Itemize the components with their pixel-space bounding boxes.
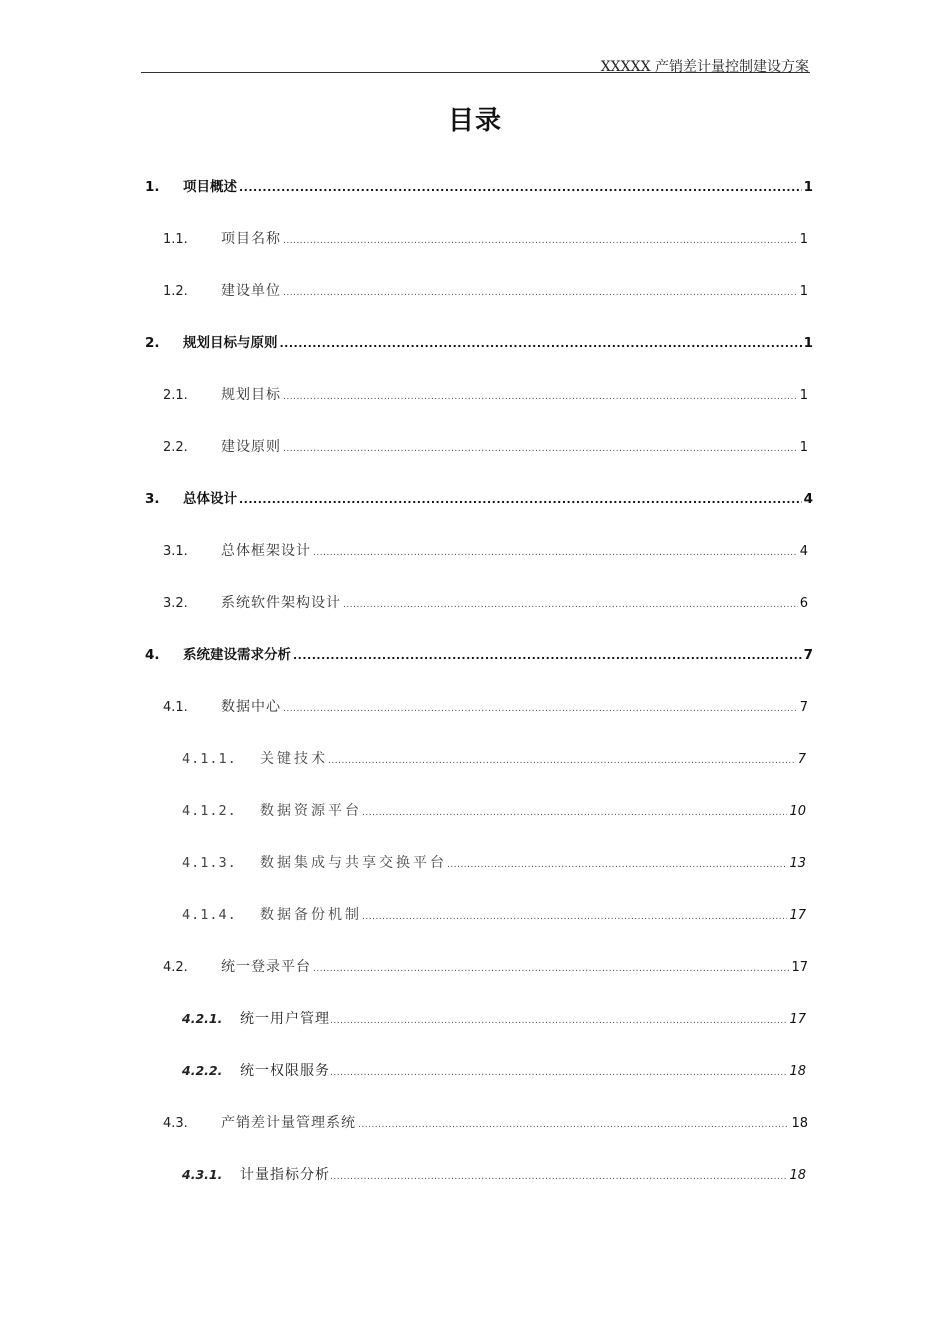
toc-entry-page-number: 18	[791, 1116, 808, 1131]
toc-entry-number: 4.1.1.	[182, 751, 237, 767]
toc-entry[interactable]	[163, 956, 808, 978]
toc-entry-page-number: 1	[799, 284, 808, 299]
toc-entry[interactable]	[145, 176, 813, 198]
toc-entry-number: 3.2.	[163, 596, 188, 611]
toc-entry-number: 4.1.	[163, 700, 188, 715]
toc-entry-number: 1.	[145, 179, 160, 195]
toc-dot-leader	[362, 802, 787, 824]
toc-entry-number: 4.1.2.	[182, 803, 237, 819]
toc-entry-page-number: 7	[803, 647, 813, 663]
toc-entry-number: 4.1.4.	[182, 907, 237, 923]
toc-entry-title: 关键技术	[260, 751, 328, 767]
toc-entry-title: 总体设计	[183, 491, 237, 507]
toc-entry-title: 数据中心	[221, 699, 281, 715]
toc-entry[interactable]	[163, 540, 808, 562]
toc-entry-page-number: 1	[799, 388, 808, 403]
toc-entry[interactable]	[182, 852, 806, 874]
toc-entry[interactable]	[163, 384, 808, 406]
toc-entry-title: 项目名称	[221, 231, 281, 247]
toc-entry[interactable]	[182, 1008, 806, 1030]
toc-entry-title: 规划目标	[221, 387, 281, 403]
toc-dot-leader	[362, 906, 787, 928]
toc-dot-leader	[239, 489, 802, 511]
toc-entry-page-number: 1	[803, 179, 813, 195]
toc-entry-number: 3.1.	[163, 544, 188, 559]
header-rule	[141, 72, 810, 73]
toc-entry-title: 项目概述	[183, 179, 237, 195]
toc-entry[interactable]	[182, 904, 806, 926]
toc-entry-page-number: 17	[789, 908, 806, 923]
toc-dot-leader	[313, 542, 798, 564]
toc-entry-number: 4.2.1.	[182, 1011, 223, 1026]
toc-entry-page-number: 7	[797, 752, 806, 767]
toc-dot-leader	[343, 594, 798, 616]
toc-entry-number: 2.1.	[163, 388, 188, 403]
toc-entry-page-number: 13	[789, 856, 806, 871]
toc-entry-title: 总体框架设计	[221, 543, 311, 559]
toc-entry-page-number: 17	[789, 1012, 806, 1027]
toc-entry-page-number: 6	[799, 596, 808, 611]
toc-entry[interactable]	[163, 228, 808, 250]
toc-dot-leader	[239, 177, 802, 199]
toc-entry-page-number: 4	[799, 544, 808, 559]
toc-entry[interactable]	[182, 1060, 806, 1082]
toc-entry[interactable]	[163, 696, 808, 718]
toc-entry-title: 建设原则	[221, 439, 281, 455]
toc-entry[interactable]	[182, 1164, 806, 1186]
toc-entry-title: 统一用户管理	[240, 1011, 330, 1027]
toc-entry-page-number: 10	[789, 804, 806, 819]
toc-dot-leader	[283, 386, 798, 408]
toc-entry-page-number: 1	[803, 335, 813, 351]
toc-entry-title: 建设单位	[221, 283, 281, 299]
toc-dot-leader	[328, 750, 796, 772]
toc-dot-leader	[283, 282, 798, 304]
toc-dot-leader	[447, 854, 787, 876]
toc-entry-number: 4.2.	[163, 960, 188, 975]
toc-entry-number: 4.2.2.	[182, 1063, 223, 1078]
toc-entry-title: 规划目标与原则	[183, 335, 278, 351]
toc-entry-title: 数据资源平台	[260, 803, 362, 819]
toc-entry-title: 系统软件架构设计	[221, 595, 341, 611]
toc-entry-title: 计量指标分析	[240, 1167, 330, 1183]
toc-entry[interactable]	[163, 436, 808, 458]
toc-entry[interactable]	[163, 592, 808, 614]
toc-entry[interactable]	[182, 800, 806, 822]
toc-dot-leader	[283, 438, 798, 460]
toc-entry-number: 3.	[145, 491, 160, 507]
toc-entry-number: 4.3.1.	[182, 1167, 223, 1182]
toc-dot-leader	[313, 958, 789, 980]
toc-dot-leader	[293, 645, 802, 667]
toc-entry-page-number: 1	[799, 232, 808, 247]
toc-entry[interactable]	[145, 488, 813, 510]
toc-entry-number: 1.1.	[163, 232, 188, 247]
toc-entry-page-number: 18	[789, 1168, 806, 1183]
toc-entry-title: 统一权限服务	[240, 1063, 330, 1079]
toc-entry-number: 2.2.	[163, 440, 188, 455]
toc-entry[interactable]	[145, 332, 813, 354]
toc-dot-leader	[330, 1166, 787, 1188]
running-header: XXXXX 产销差计量控制建设方案	[600, 59, 809, 75]
toc-dot-leader	[283, 230, 798, 252]
toc-dot-leader	[358, 1114, 789, 1136]
toc-entry-number: 4.3.	[163, 1116, 188, 1131]
toc-entry-title: 数据集成与共享交换平台	[260, 855, 447, 871]
toc-title: 目录	[447, 106, 502, 136]
toc-dot-leader	[280, 333, 802, 355]
toc-entry-title: 产销差计量管理系统	[221, 1115, 356, 1131]
toc-entry-number: 4.	[145, 647, 160, 663]
toc-entry-page-number: 18	[789, 1064, 806, 1079]
toc-dot-leader	[283, 698, 798, 720]
toc-entry[interactable]	[145, 644, 813, 666]
toc-entry-title: 系统建设需求分析	[183, 647, 291, 663]
toc-entry-title: 数据备份机制	[260, 907, 362, 923]
toc-entry-number: 1.2.	[163, 284, 188, 299]
toc-dot-leader	[330, 1062, 787, 1084]
toc-entry-number: 4.1.3.	[182, 855, 237, 871]
toc-entry-page-number: 1	[799, 440, 808, 455]
toc-entry[interactable]	[163, 1112, 808, 1134]
toc-entry-page-number: 4	[803, 491, 813, 507]
toc-entry-page-number: 17	[791, 960, 808, 975]
toc-entry-number: 2.	[145, 335, 160, 351]
toc-entry[interactable]	[182, 748, 806, 770]
toc-entry[interactable]	[163, 280, 808, 302]
toc-entry-title: 统一登录平台	[221, 959, 311, 975]
toc-entry-page-number: 7	[799, 700, 808, 715]
toc-dot-leader	[330, 1010, 787, 1032]
